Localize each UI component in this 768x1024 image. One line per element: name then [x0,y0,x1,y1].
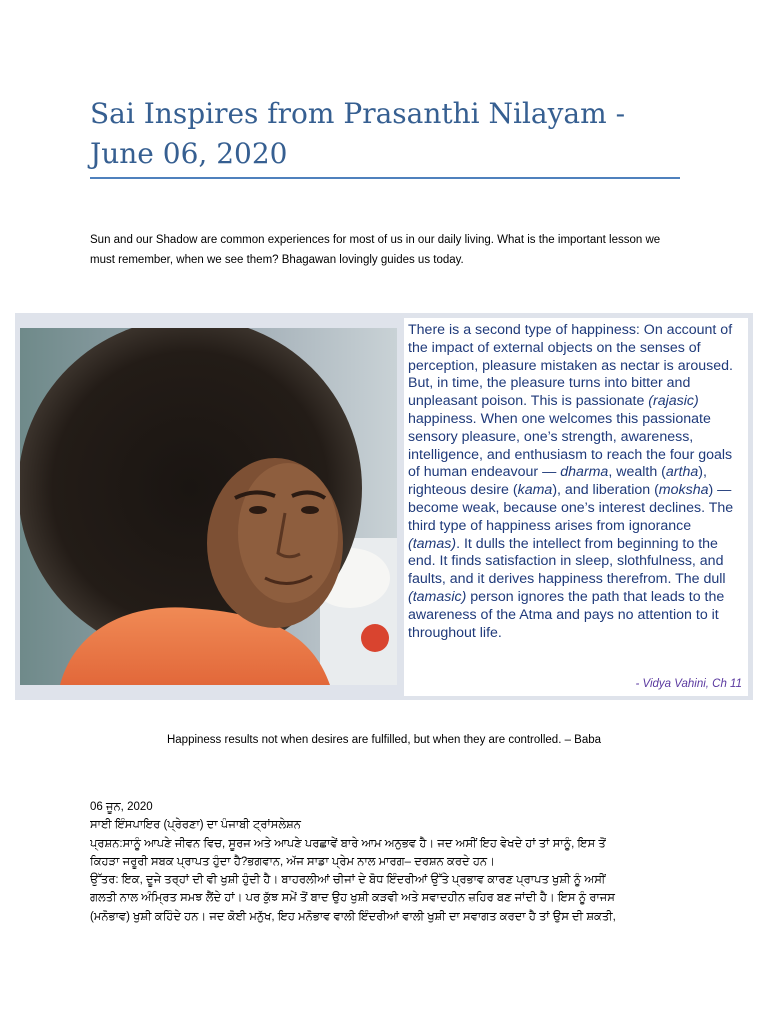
thought-for-the-day: Happiness results not when desires are fulfilled, but when they are controlled. – Baba [166,734,602,746]
punjabi-line: ਪ੍ਰਸ਼ਨ:ਸਾਨੂੰ ਆਪਣੇ ਜੀਵਨ ਵਿਚ, ਸੂਰਜ ਅਤੇ ਆਪਣੇ ਪਰਛਾਵੇਂ ਬਾਰੇ ਆਮ ਅਨੁਭਵ ਹੈ। ਜਦ ਅਸੀਂ ਇਹ ਵੇਖਦੇ ਹਾਂ ਤਾਂ ਸਾਨੂੰ, ਇਸ ਤੋਂ [90,837,606,850]
term-artha: artha [665,464,699,481]
term-dharma: dharma [560,464,609,481]
title-divider [90,177,680,179]
quote-box [404,318,748,696]
punjabi-translation [90,798,710,926]
punjabi-date: 06 ਜੂਨ, 2020 [90,801,153,813]
term-kama: kama [517,482,553,499]
intro-paragraph: Sun and our Shadow are common experiences for most of us in our daily living. What is the important lesson we must remember, when we see them? Bhagawan lovingly guides us today. [90,234,661,266]
term-tamas: (tamas) [408,535,457,552]
punjabi-line: (ਮਨੋਭਾਵ) ਖੁਸ਼ੀ ਕਹਿੰਦੇ ਹਨ। ਜਦ ਕੋਈ ਮਨੁੱਖ, ਇਹ ਮਨੋਭਾਵ ਵਾਲੀ ਇੰਦਰੀਆਂ ਵਾਲੀ ਖੁਸ਼ੀ ਦਾ ਸਵਾਗਤ ਕਰਦਾ ਹੈ ਤਾਂ ਉਸ ਦੀ ਸ਼ਕਤੀ, [90,910,616,923]
punjabi-line: ਗਲਤੀ ਨਾਲ ਅੰਮ੍ਰਿਤ ਸਮਝ ਲੈਂਦੇ ਹਾਂ। ਪਰ ਕੁੱਝ ਸਮੇਂ ਤੋਂ ਬਾਦ ਉਹ ਖੁਸ਼ੀ ਕੜਵੀ ਅਤੇ ਸਵਾਦਹੀਨ ਜ਼ਹਿਰ ਬਣ ਜਾਂਦੀ ਹੈ। ਇਸ ਨੂੰ ਰਾਜਸ [90,892,615,905]
title-line-1: Sai Inspires from Prasanthi Nilayam - [90,97,626,130]
page-title [90,94,690,174]
punjabi-heading: ਸਾਈ ਇੰਸਪਾਇਰ (ਪ੍ਰੇਰਣਾ) ਦਾ ਪੰਜਾਬੀ ਟ੍ਰਾਂਸਲੇਸ਼ਨ [90,819,301,832]
term-moksha: moksha [658,482,709,499]
quote-text: There is a second type of happiness: On account of the impact of external objects on the senses of perception, pleasure mistaken as nectar is aroused. But, in time, the pleasure turns into bitter and unpleasant poison. This is passionate (rajasic) happiness. When one welcomes this passionate sensory pleasure, one’s strength, awareness, intelligence, and enthusiasm to reach the four goals of human endeavour — dharma, wealth (artha), righteous desire (kama), and liberation (moksha) — become weak, because one’s interest declines. The third type of happiness arises from ignorance (tamas). It dulls the intellect from beginning to the end. It finds satisfaction in sleep, slothfulness, and faults, and it derives happiness therefrom. The dull (tamasic) person ignores the path that leads to the awareness of the Atma and pays no attention to it throughout life. [408,322,734,641]
title-line-2: June 06, 2020 [90,137,288,170]
punjabi-line: ਉੱਤਰ: ਇਕ, ਦੂਜੇ ਤਰ੍ਹਾਂ ਦੀ ਵੀ ਖੁਸ਼ੀ ਹੁੰਦੀ ਹੈ। ਬਾਹਰਲੀਆਂ ਚੀਜਾਂ ਦੇ ਬੋਧ ਇੰਦਰੀਆਂ ਉੱਤੇ ਪ੍ਰਭਾਵ ਕਾਰਣ ਪ੍ਰਾਪਤ ਖੁਸ਼ੀ ਨੂੰ ਅਸੀਂ [90,874,606,887]
quote-attribution: - Vidya Vahini, Ch 11 [635,678,742,690]
portrait-image [20,328,397,685]
term-rajasic: (rajasic) [648,393,699,410]
term-tamasic: (tamasic) [408,588,467,605]
punjabi-line: ਕਿਹੜਾ ਜਰੂਰੀ ਸਬਕ ਪ੍ਰਾਪਤ ਹੁੰਦਾ ਹੈ?ਭਗਵਾਨ, ਅੱਜ ਸਾਡਾ ਪ੍ਰੇਮ ਨਾਲ ਮਾਰਗ– ਦਰਸ਼ਨ ਕਰਦੇ ਹਨ। [90,855,495,868]
